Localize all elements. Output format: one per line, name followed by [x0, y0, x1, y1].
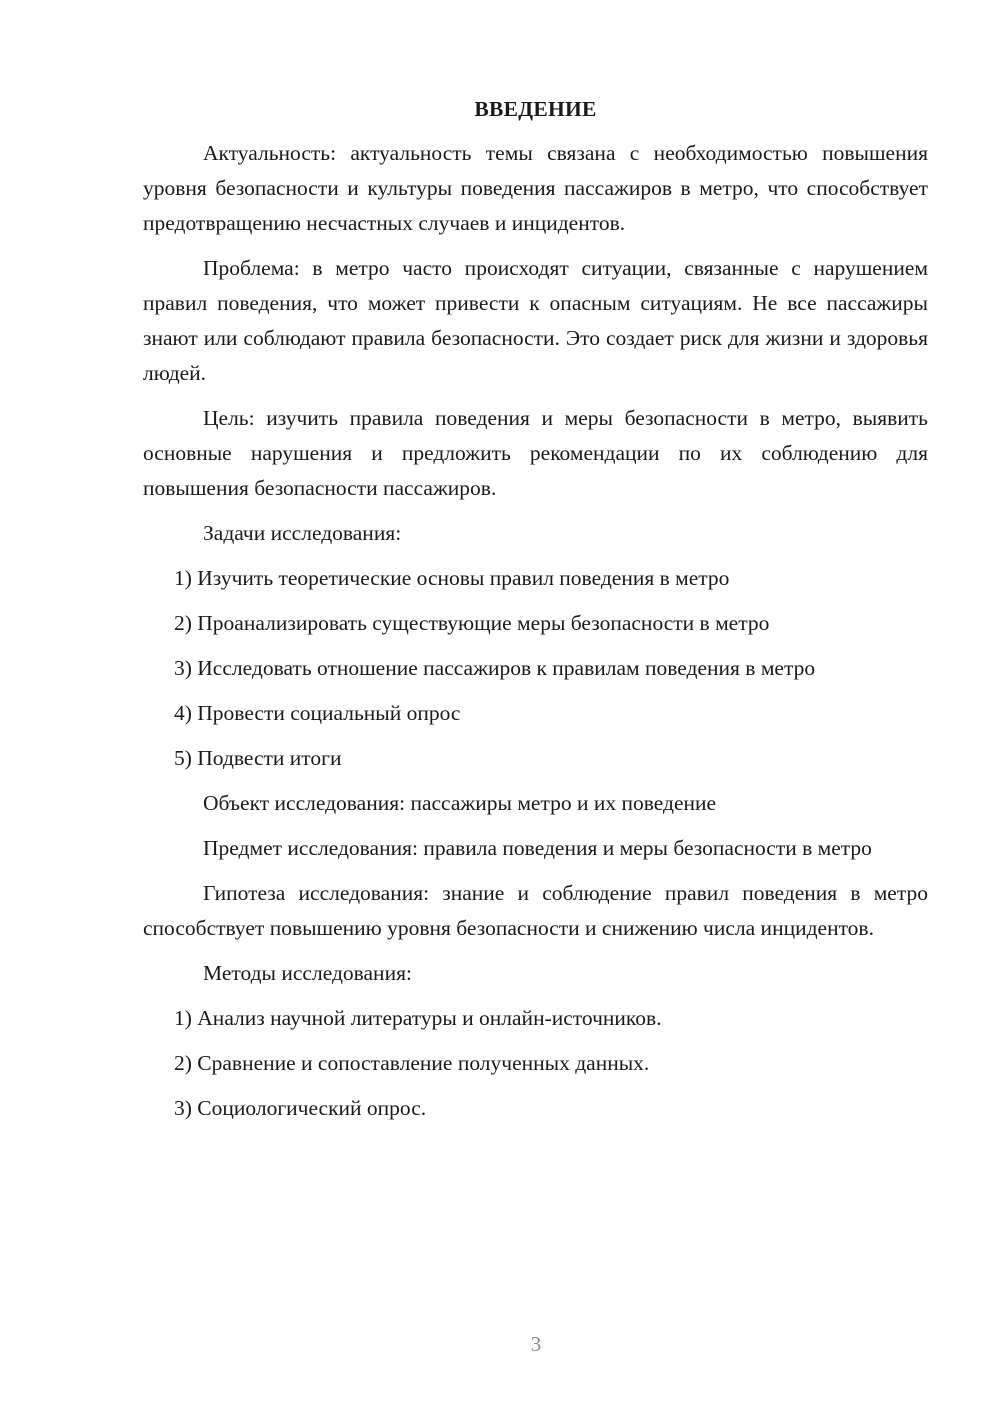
- list-item: 1) Изучить теоретические основы правил поведения в метро: [174, 566, 730, 590]
- document-page: [143, 92, 928, 1136]
- problem-paragraph: Проблема: в метро часто происходят ситуации, связанные с нарушением правил поведения, что может привести к опасным ситуациям. Не все пассажиры знают или соблюдают правила безопасности. Это создает риск для жизни и здоровья людей.: [143, 256, 928, 385]
- tasks-list: [143, 561, 928, 776]
- relevance-paragraph: Актуальность: актуальность темы связана с необходимостью повышения уровня безопасности и культуры поведения пассажиров в метро, что способствует предотвращению несчастных случаев и инцидентов.: [143, 141, 928, 235]
- subject-paragraph: Предмет исследования: правила поведения и меры безопасности в метро: [203, 836, 872, 860]
- object-paragraph: Объект исследования: пассажиры метро и их поведение: [203, 791, 717, 815]
- list-item: 3) Социологический опрос.: [174, 1096, 427, 1120]
- methods-list: [143, 1001, 928, 1126]
- page-number: 3: [530, 1332, 542, 1356]
- list-item: 2) Сравнение и сопоставление полученных данных.: [174, 1051, 650, 1075]
- methods-heading: Методы исследования:: [203, 961, 412, 985]
- goal-paragraph: Цель: изучить правила поведения и меры безопасности в метро, выявить основные нарушения и предложить рекомендации по их соблюдению для повышения безопасности пассажиров.: [143, 406, 928, 500]
- section-title: ВВЕДЕНИЕ: [474, 97, 597, 121]
- list-item: 1) Анализ научной литературы и онлайн-источников.: [174, 1006, 662, 1030]
- hypothesis-paragraph: Гипотеза исследования: знание и соблюдение правил поведения в метро способствует повышению уровня безопасности и снижению числа инцидентов.: [143, 881, 928, 940]
- list-item: 5) Подвести итоги: [174, 746, 342, 770]
- list-item: 3) Исследовать отношение пассажиров к правилам поведения в метро: [174, 656, 816, 680]
- list-item: 4) Провести социальный опрос: [174, 701, 461, 725]
- list-item: 2) Проанализировать существующие меры безопасности в метро: [174, 611, 770, 635]
- tasks-heading: Задачи исследования:: [203, 521, 402, 545]
